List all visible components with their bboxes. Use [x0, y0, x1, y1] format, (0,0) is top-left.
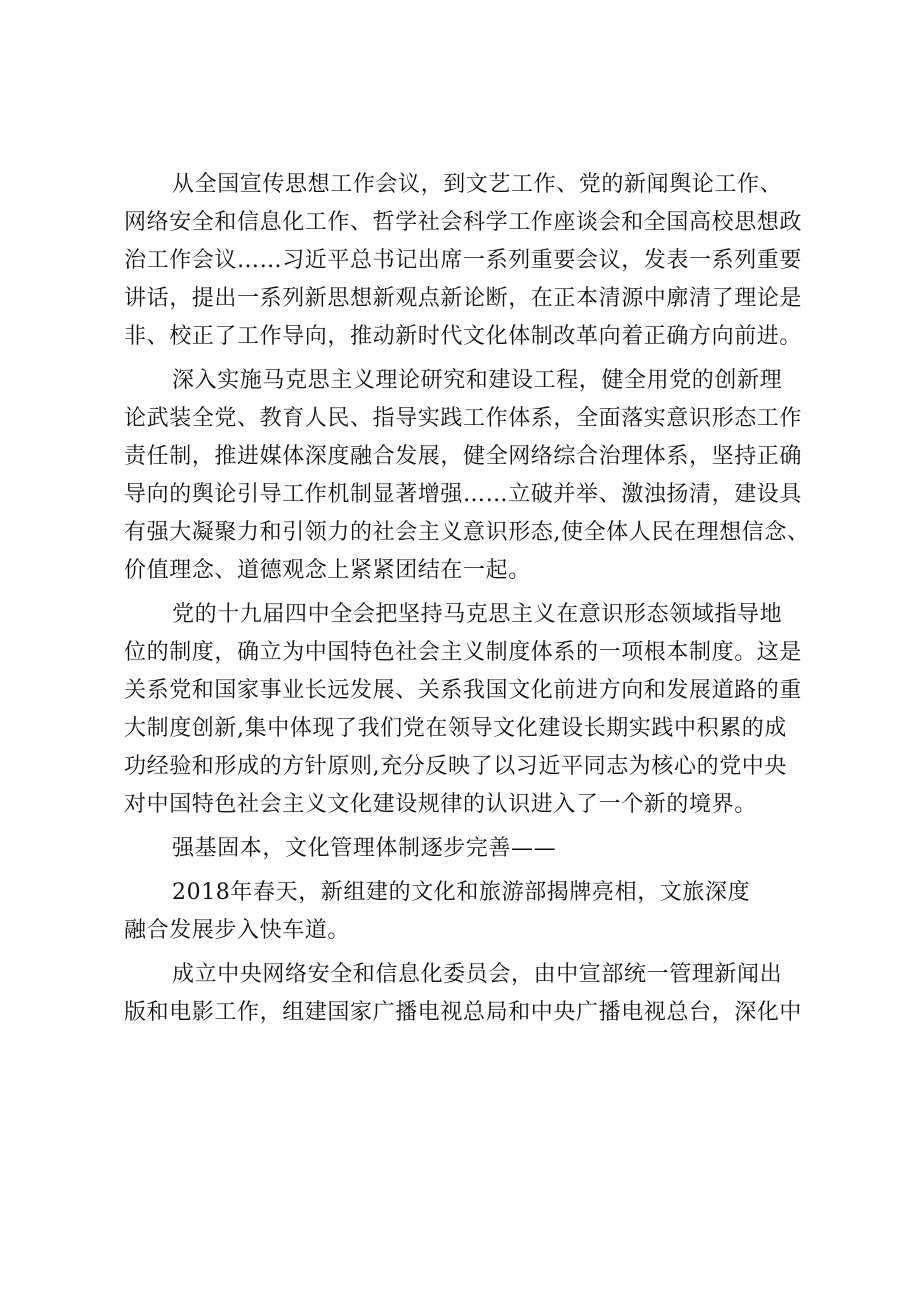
paragraph-line: 价值理念、道德观念上紧紧团结在一起。: [124, 558, 531, 583]
paragraph-line: 2018年春天，新组建的文化和旅游部揭牌亮相，文旅深度: [172, 880, 751, 905]
paragraph-5: [124, 874, 820, 950]
paragraph-line: 关系党和国家事业长远发展、关系我国文化前进方向和发展道路的重: [124, 678, 803, 703]
paragraph-line: 成立中央网络安全和信息化委员会，由中宣部统一管理新闻出: [172, 962, 783, 987]
paragraph-line: 从全国宣传思想工作会议，到文艺工作、党的新闻舆论工作、: [172, 172, 783, 197]
paragraph-line: 党的十九届四中全会把坚持马克思主义在意识形态领域指导地: [172, 602, 783, 627]
paragraph-line: 大制度创新,集中体现了我们党在领导文化建设长期实践中积累的成: [124, 716, 787, 741]
paragraph-2: [124, 362, 820, 590]
paragraph-line: 融合发展步入快车道。: [124, 918, 351, 943]
paragraph-line: 深入实施马克思主义理论研究和建设工程，健全用党的创新理: [172, 368, 783, 393]
paragraph-line: 责任制，推进媒体深度融合发展，健全网络综合治理体系，坚持正确: [124, 444, 803, 469]
paragraph-line: 网络安全和信息化工作、哲学社会科学工作座谈会和全国高校思想政: [124, 210, 803, 235]
paragraph-1: [124, 166, 820, 356]
paragraph-line: 导向的舆论引导工作机制显著增强……立破并举、激浊扬清，建设具: [124, 482, 803, 507]
paragraph-line: 论武装全党、教育人民、指导实践工作体系，全面落实意识形态工作: [124, 406, 803, 431]
paragraph-line: 版和电影工作，组建国家广播电视总局和中央广播电视总台，深化中: [124, 1000, 803, 1025]
paragraph-line: 有强大凝聚力和引领力的社会主义意识形态,使全体人民在理想信念、: [124, 520, 810, 545]
paragraph-line: 治工作会议……习近平总书记出席一系列重要会议，发表一系列重要: [124, 248, 803, 273]
paragraph-line: 强基固本，文化管理体制逐步完善——: [172, 836, 557, 861]
paragraph-line: 对中国特色社会主义文化建设规律的认识进入了一个新的境界。: [124, 792, 757, 817]
document-body: [124, 166, 820, 1038]
paragraph-line: 讲话，提出一系列新思想新观点新论断，在正本清源中廓清了理论是: [124, 286, 803, 311]
paragraph-3: [124, 596, 820, 824]
paragraph-line: 位的制度，确立为中国特色社会主义制度体系的一项根本制度。这是: [124, 640, 803, 665]
paragraph-4: [124, 830, 820, 868]
paragraph-line: 非、校正了工作导向，推动新时代文化体制改革向着正确方向前进。: [124, 324, 803, 349]
paragraph-6: [124, 956, 820, 1032]
paragraph-line: 功经验和形成的方针原则,充分反映了以习近平同志为核心的党中央: [124, 754, 787, 779]
